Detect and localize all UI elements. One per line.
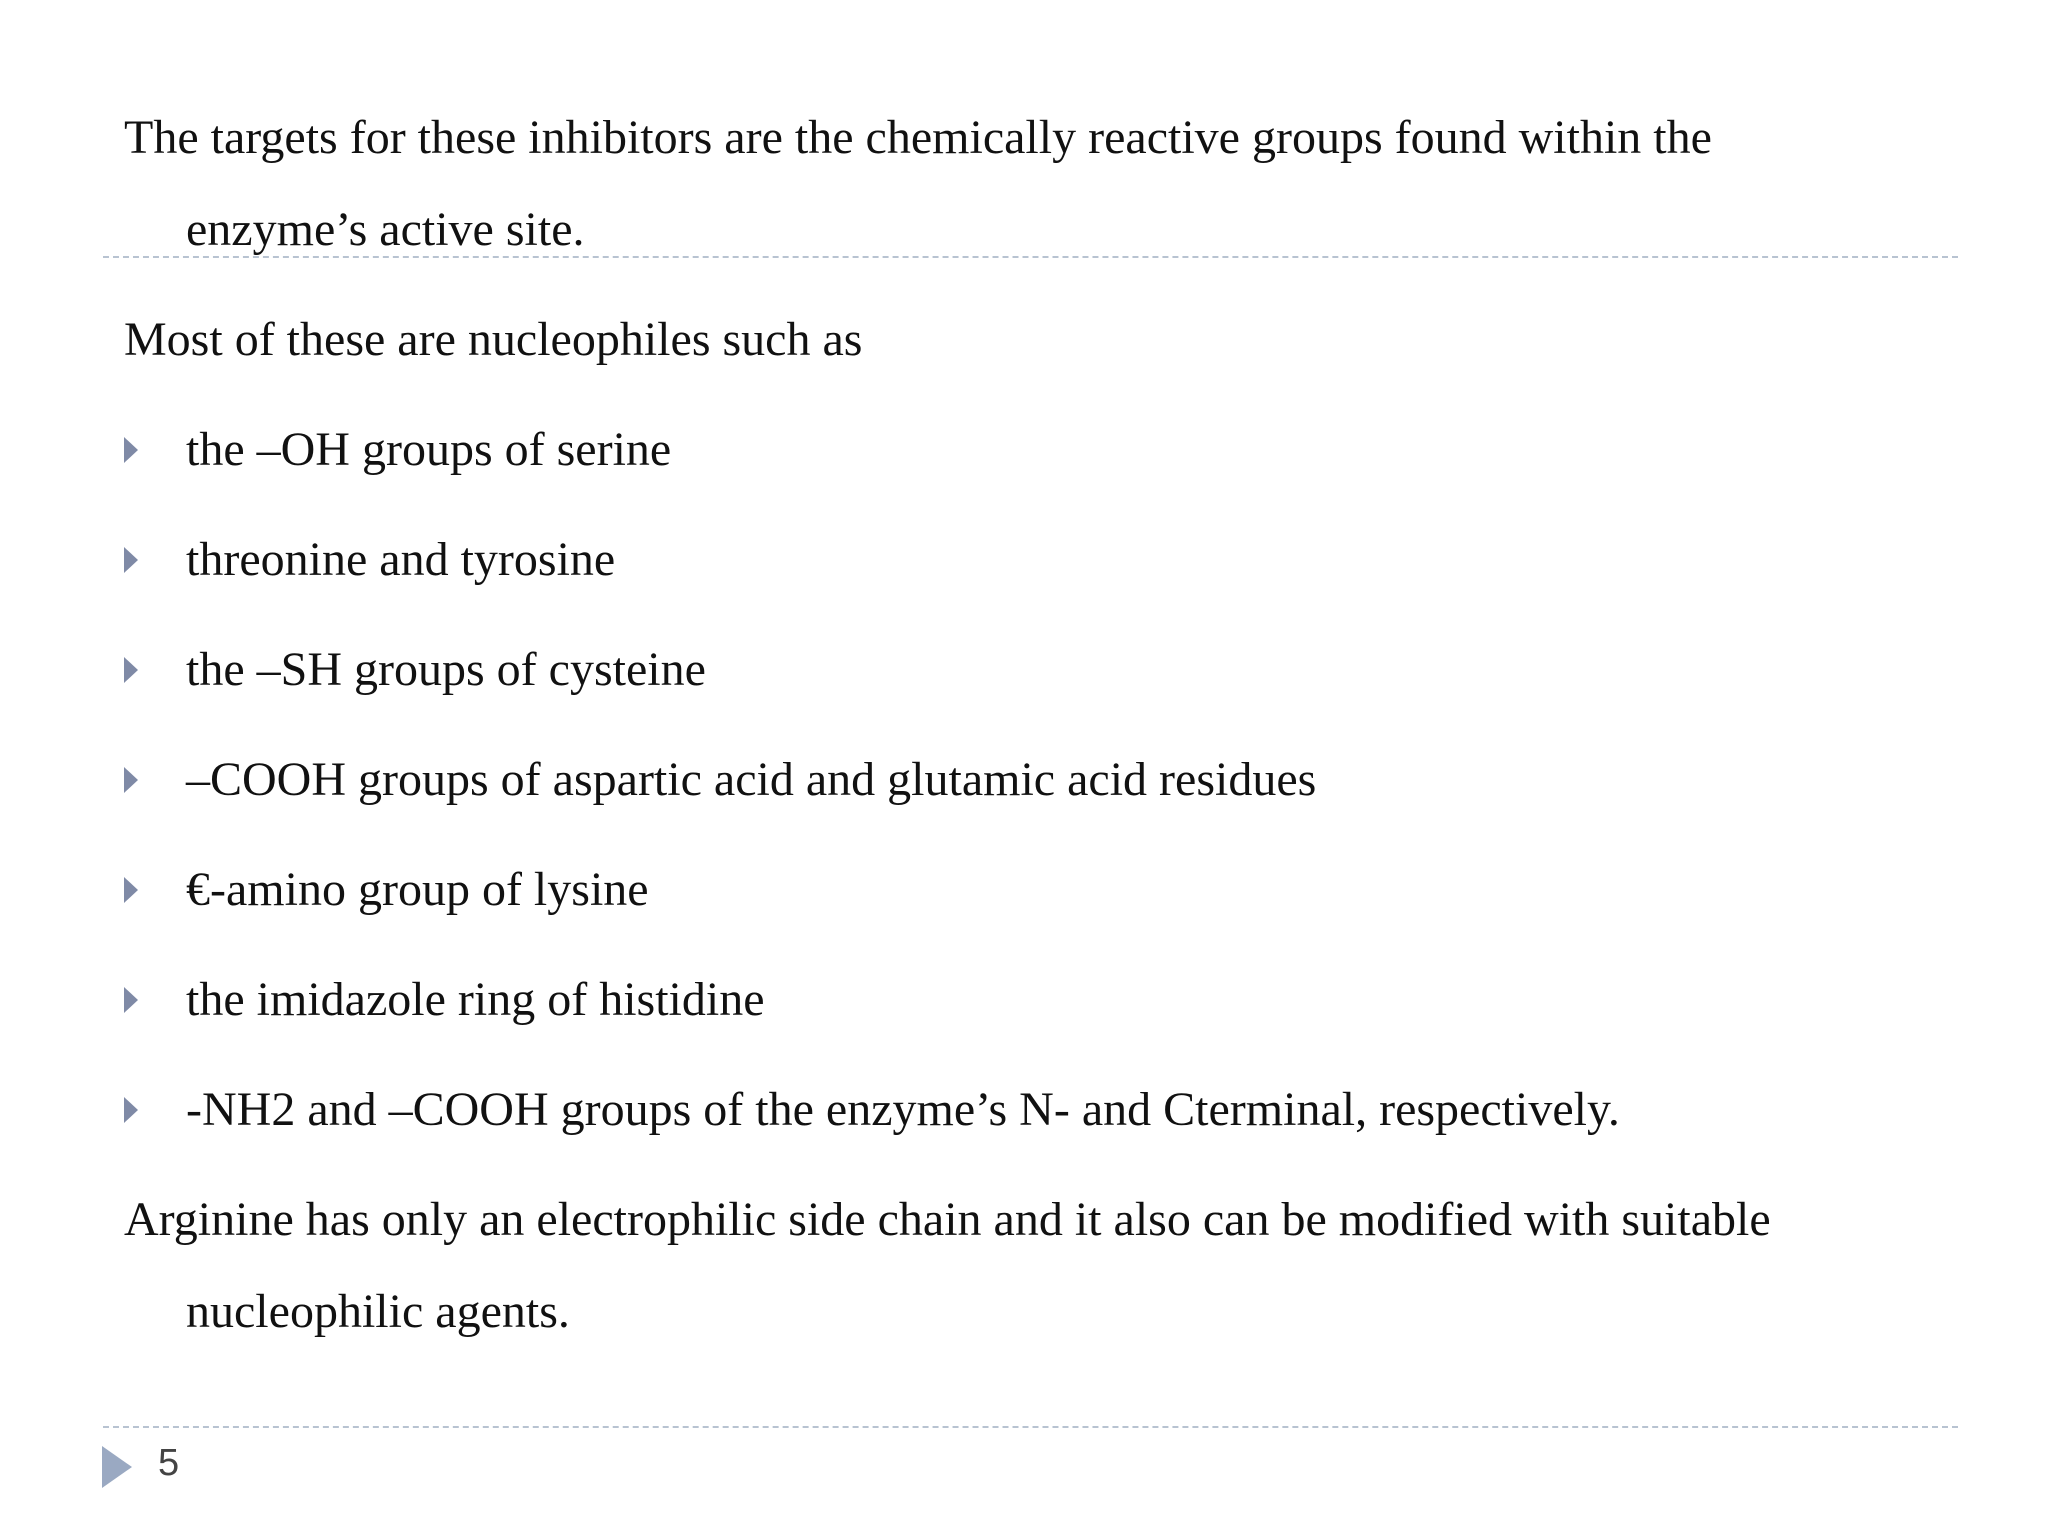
closing-line-2: nucleophilic agents.: [186, 1285, 570, 1338]
bullet-text: threonine and tyrosine: [186, 533, 616, 586]
triangle-bullet-icon: [124, 734, 186, 826]
closing-line-1: Arginine has only an electrophilic side chain and it also can be modified with suitable: [124, 1193, 1771, 1246]
title-divider: [103, 256, 1958, 258]
list-item: [124, 954, 765, 1046]
triangle-bullet-icon: [124, 1064, 186, 1156]
triangle-bullet-icon: [124, 404, 186, 496]
footer-divider: [103, 1426, 1958, 1428]
triangle-bullet-icon: [124, 954, 186, 1046]
intro-line-2: enzyme’s active site.: [186, 203, 585, 256]
lead-text: Most of these are nucleophiles such as: [124, 313, 863, 366]
triangle-bullet-icon: [124, 624, 186, 716]
page-number: 5: [158, 1442, 180, 1484]
list-item: [124, 734, 1316, 826]
bullet-text: the imidazole ring of histidine: [186, 973, 765, 1026]
bullet-text: the –OH groups of serine: [186, 423, 672, 476]
list-item: [124, 1064, 1620, 1156]
bullet-text: –COOH groups of aspartic acid and glutamic acid residues: [186, 753, 1317, 806]
triangle-bullet-icon: [124, 514, 186, 606]
bullet-text: the –SH groups of cysteine: [186, 643, 706, 696]
triangle-bullet-icon: [124, 844, 186, 936]
intro-line-1: The targets for these inhibitors are the chemically reactive groups found within the: [124, 111, 1712, 164]
list-item: [124, 514, 615, 606]
list-item: [124, 844, 649, 936]
list-item: [124, 624, 706, 716]
list-item: [124, 404, 671, 496]
page-arrow-icon: [102, 1446, 132, 1493]
bullet-text: €-amino group of lysine: [186, 863, 649, 916]
bullet-text: -NH2 and –COOH groups of the enzyme’s N- and Cterminal, respectively.: [186, 1083, 1620, 1136]
